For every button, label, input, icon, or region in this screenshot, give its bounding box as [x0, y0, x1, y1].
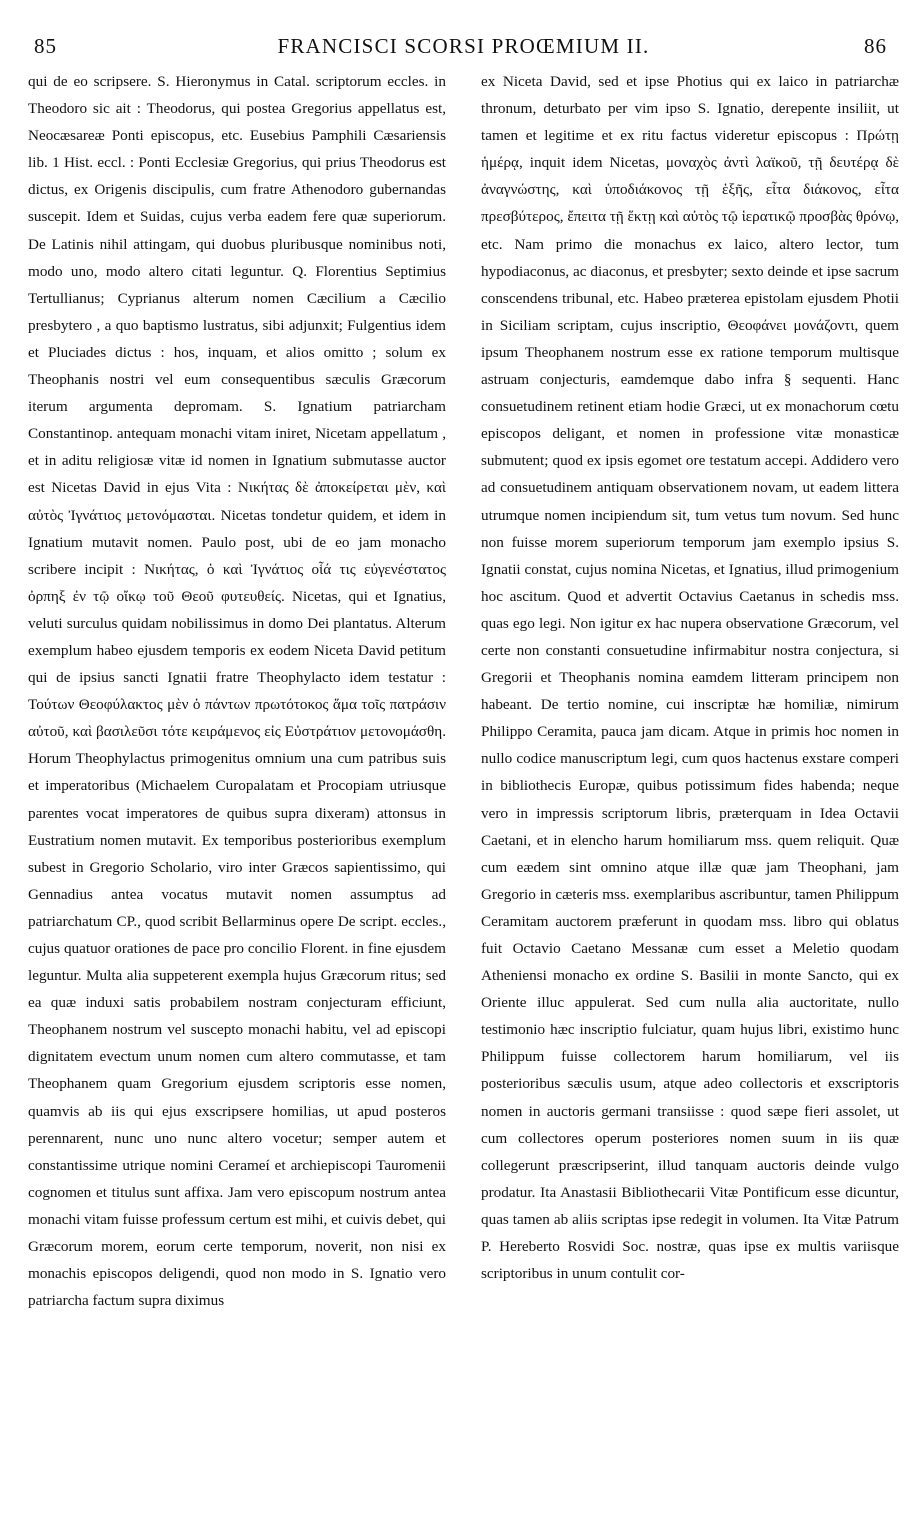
- left-column-text: qui de eo scripsere. S. Hieronymus in Catal. scriptorum eccles. in Theodoro sic ait : Theodorus, qui postea Gregorius appellatus est, Neocæsareæ Ponti episcopus, etc. Eusebius Pamphili Cæsariensis lib. 1 Hist. eccl. : Ponti Ecclesiæ Gregorius, qui prius Theodorus est dictus, ex Origenis discipulis, cum fratre Athenodoro gubernandas suscepit. Idem et Suidas, cujus verba eadem fere quæ superiorum. De Latinis nihil attingam, qui duobus pluribusque nominibus noti, modo uno, modo altero citati leguntur. Q. Florentius Septimius Tertullianus; Cyprianus alterum nomen Cæcilium a Cæcilio presbytero , a quo baptismo lustratus, sibi adjunxit; Fulgentius idem et Pluciades dictus : hos, inquam, et alios omitto ; solum ex Theophanis nostri vel eum consequentibus sæculis Græcorum iterum argumenta depromam. S. Ignatium patriarcham Constantinop. antequam monachi vitam iniret, Nicetam appellatum , et in aditu religiosæ vitæ id nomen in Ignatium submutasse auctor est Nicetas David in ejus Vita : Νικήτας δὲ ἀποκείρεται μὲν, καὶ αὐτὸς Ἰγνάτιος μετονόμασται. Nicetas tondetur quidem, et idem in Ignatium mutavit nomen. Paulo post, ubi de eo jam monacho scribere incipit : Νικήτας, ὁ καὶ Ἰγνάτιος οἷά τις εὐγενέστατος ὀρπηξ ἐν τῷ οἴκῳ τοῦ Θεοῦ φυτευθείς. Nicetas, qui et Ignatius, veluti surculus quidam nobilissimus in domo Dei plantatus. Alterum exemplum habeo ejusdem temporis ex eodem Niceta David petitum qui de ipsius sancti Ignatii fratre Theophylacto idem testatur : Τούτων Θεοφύλακτος μὲν ὁ πάντων πρωτότοκος ἅμα τοῖς πατράσιν αὐτοῦ, καὶ βασιλεῦσι τότε κειράμενος εἰς Εὐστράτιον μετονομάσθη. Horum Theophylactus primogenitus omnium una cum patribus suis et imperatoribus (Michaelem Curopalatam et Procopiam utriusque parentes vocat imperatores de quibus supra dixeram) attonsus in Eustratium nomen mutavit. Ex temporibus posterioribus exemplum subest in Gregorio Scholario, viro inter Græcos sapientissimo, qui Gennadius antea vocatus mutavit nomen assumptus ad patriarchatum CP., quod scribit Bellarminus opere De script. eccles., cujus quatuor orationes de pace pro concilio Florent. in fine ejusdem leguntur. Multa alia suppeterent exempla hujus Græcorum ritus; sed ea quæ induxi satis probabilem nostram conjecturam efficiunt, Theophanem nostrum vel suscepto monachi habitu, vel ad episcopi dignitatem evectum unum nomen cum altero commutasse, et tam Theophanem quam Gregorium ejusdem scriptoris esse nomen, quamvis ab iis qui ejus exscripsere homilias, ut apud posteros perennarent, nunc uno nunc altero vocetur; semper autem et constantissime utrique nomini Cerameí et archiepiscopi Tauromenii cognomen et titulus sunt affixa. Jam vero episcopum nostrum antea monachi vitam fuisse professum certum est mihi, et cuivis debet, qui Græcorum morem, eorum certe temporum, noverit, non nisi ex monachis episcopos deligendi, quod non modo in S. Ignatio vero patriarcha factum supra diximus: [28, 73, 446, 1310]
- right-column-text: ex Niceta David, sed et ipse Photius qui ex laico in patriarchæ thronum, deturbato per vim ipso S. Ignatio, derepente insiliit, ut tamen et legitime et ex ritu factus videretur episcopus : Πρώτῃ ἡμέρᾳ, inquit idem Nicetas, μοναχὸς ἀντὶ λαϊκοῦ, τῇ δευτέρᾳ δὲ ἀναγνώστης, καὶ ὑποδιάκονος τῇ ἑξῆς, εἶτα διάκονος, εἶτα πρεσβύτερος, ἔπειτα τῇ ἕκτῃ καὶ αὐτὸς τῷ ἱερατικῷ προσβὰς θρόνῳ, etc. Nam primo die monachus ex laico, altero lector, tum hypodiaconus, ac diaconus, et presbyter; sexto deinde et ipse sacrum conscendens tribunal, etc. Habeo præterea epistolam ejusdem Photii in Siciliam scriptam, cujus inscriptio, Θεοφάνει μονάζοντι, quem ipsum Theophanem nostrum esse ex ratione temporum multisque astruam conjecturis, eamdemque dabo infra § sequenti. Hanc consuetudinem retinent etiam hodie Græci, ut ex monachorum cœtu episcopos deligant, et nomen in professione vitæ monasticæ submutent; quod ex ipsis egomet ore testatum accepi. Addidero vero ad consuetudinem antiquam observationem novam, ut eadem littera utrumque nomen incipiendum sit, tum vetus tum novum. Sed hunc non fuisse morem superiorum temporum jam exemplo ipsius S. Ignatii constat, cujus nomina Nicetas, et Ignatius, illud primogenium hoc ascitum. Quod et advertit Octavius Caetanus in schedis mss. quas ego legi. Non igitur ex hac nupera observatione Græcorum, vel certe non constanti consuetudine infirmabitur nostra conjectura, si Gregorii et Theophanis nomina eamdem litteram principem non habeant. De tertio nomine, cui inscriptæ hæ homiliæ, nimirum Philippo Ceramita, pauca jam dicam. Atque in primis hoc nomen in nullo codice manuscriptum legi, cum quos hactenus exstare comperi in bibliothecis Europæ, quibus potissimum fides habenda; neque vero in impressis scriptorum libris, præterquam in Idea Octavii Caetani, et in elencho harum homiliarum mss. quem reliquit. Quæ cum eædem sint omnino atque illæ quæ jam Theophani, jam Gregorio in cæteris mss. exemplaribus ascribuntur, tamen Philippum Ceramitam auctorem præferunt in quodam mss. libro qui oblatus fuit Octavio Caetano Messanæ cum esset a Meletio quodam Atheniensi monacho ex ordine S. Basilii in monte Sancto, qui ex Oriente illuc appulerat. Sed cum nulla alia auctoritate, nullo testimonio hæc inscriptio fulciatur, quam hujus libri, existimo hunc Philippum fuisse collectorem harum homiliarum, vel iis posterioribus sæculis usum, atque adeo collectoris et exscriptoris nomen in auctoris germani transiisse : quod sæpe fieri assolet, ut cum collectores operum posteriores nomen suum in iis quæ collegerunt præscripserint, illud tanquam auctoris deinde vulgo prodatur. Ita Anastasii Bibliothecarii Vitæ Pontificum esse dicuntur, quas tamen ab aliis scriptas ipse redegit in volumen. Ita Vitæ Patrum P. Hereberto Rosvidi Soc. nostræ, quas ipse ex multis variisque scriptoribus in unum contulit cor-: [481, 73, 899, 1283]
- running-head: [28, 26, 899, 62]
- text-columns: [28, 68, 899, 1538]
- right-column: [481, 68, 899, 1538]
- left-column: [28, 68, 446, 1538]
- page-number-left: 85: [34, 34, 57, 58]
- running-title: FRANCISCI SCORSI PROŒMIUM II.: [277, 34, 650, 58]
- page-number-right: 86: [864, 34, 887, 58]
